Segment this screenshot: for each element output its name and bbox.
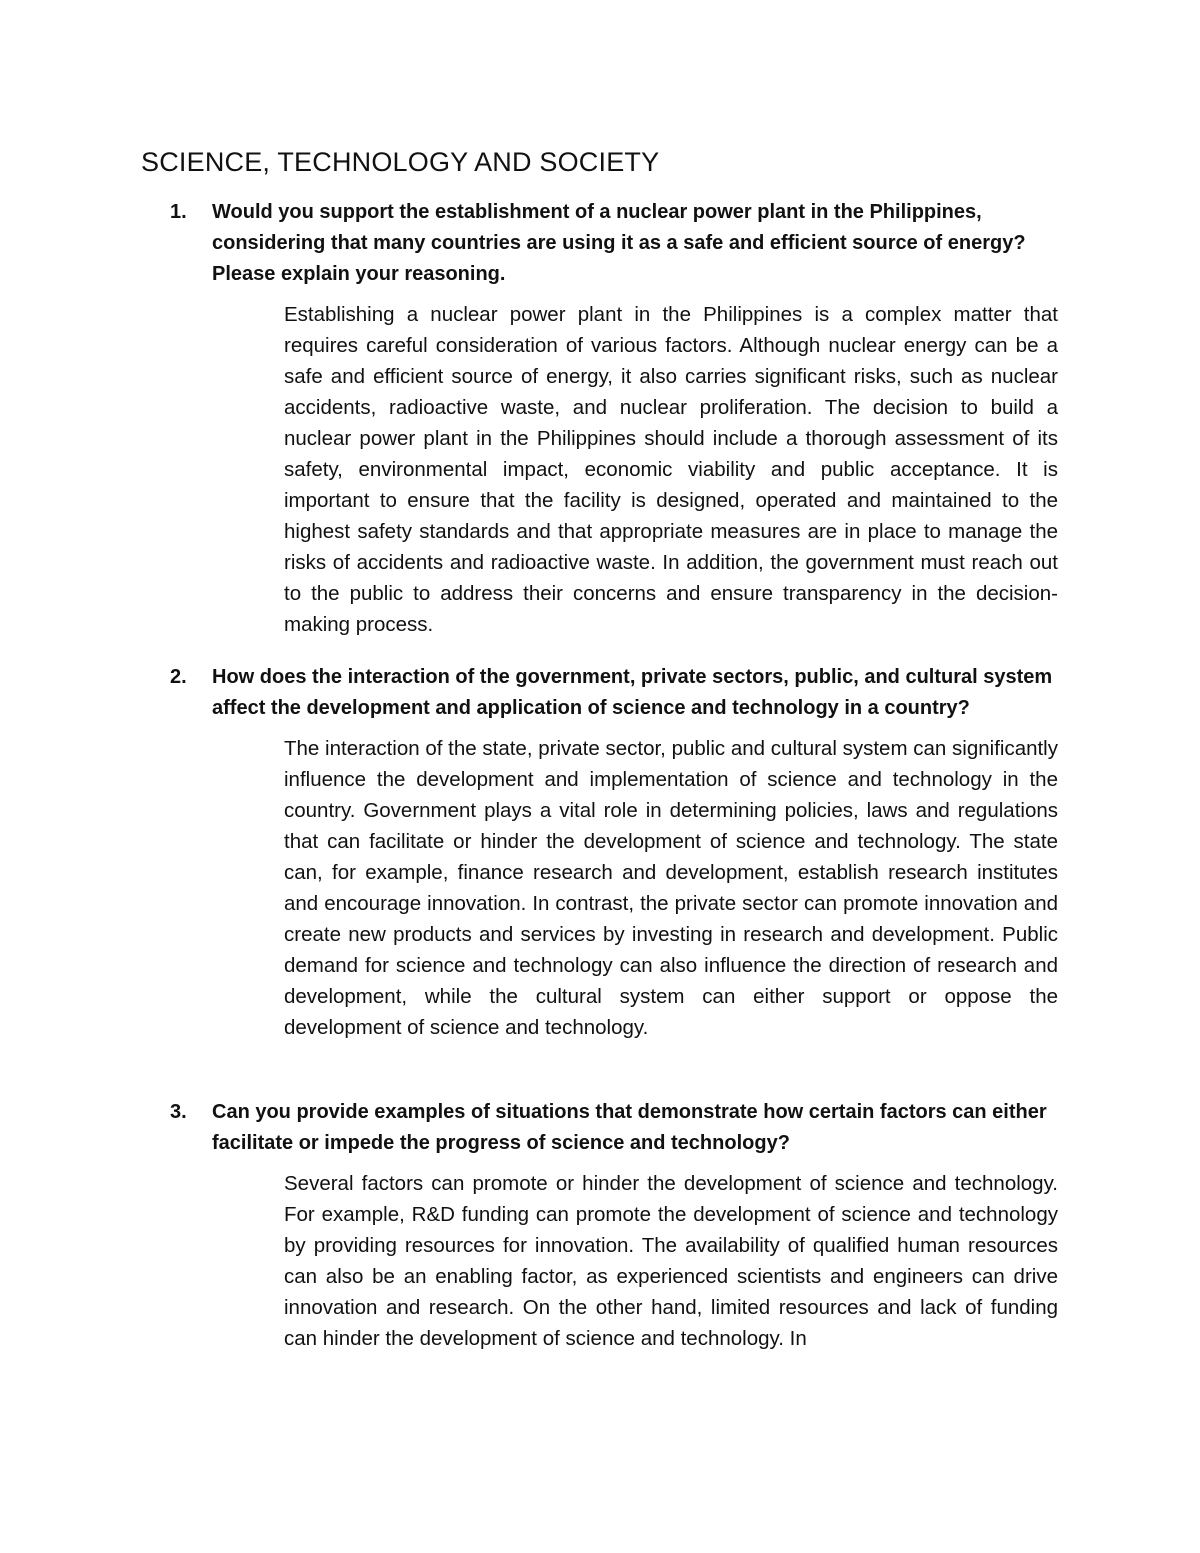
- question-number: 3.: [170, 1101, 187, 1123]
- answer-paragraph: Establishing a nuclear power plant in the Philippines is a complex matter that requires careful consideration of various factors. Although nuclear energy can be a safe and efficient source of energy, it also carries significant risks, such as nuclear accidents, radioactive waste, and nuclear proliferation. The decision to build a nuclear power plant in the Philippines should include a thorough assessment of its safety, environmental impact, economic viability and public acceptance. It is important to ensure that the facility is designed, operated and maintained to the highest safety standards and that appropriate measures are in place to manage the risks of accidents and radioactive waste. In addition, the government must reach out to the public to address their concerns and ensure transparency in the decision-making process.: [284, 303, 1058, 636]
- answer-paragraph: The interaction of the state, private sector, public and cultural system can significantly influence the development and implementation of science and technology in the country. Government plays a vital role in determining policies, laws and regulations that can facilitate or hinder the development of science and technology. The state can, for example, finance research and development, establish research institutes and encourage innovation. In contrast, the private sector can promote innovation and create new products and services by investing in research and development. Public demand for science and technology can also influence the direction of research and development, while the cultural system can either support or oppose the development of science and technology.: [284, 737, 1058, 1039]
- question-item: [170, 1097, 1060, 1354]
- question-text: Can you provide examples of situations that demonstrate how certain factors can either facilitate or impede the progress of science and technology?: [212, 1101, 1047, 1154]
- document-title: SCIENCE, TECHNOLOGY AND SOCIETY: [141, 147, 660, 177]
- question-text: How does the interaction of the government, private sectors, public, and cultural system affect the development and application of science and technology in a country?: [212, 666, 1053, 719]
- answer-paragraph: Several factors can promote or hinder the development of science and technology. For example, R&D funding can promote the development of science and technology by providing resources for innovation. The availability of qualified human resources can also be an enabling factor, as experienced scientists and engineers can drive innovation and research. On the other hand, limited resources and lack of funding can hinder the development of science and technology. In: [284, 1172, 1058, 1350]
- question-item: [170, 662, 1060, 1043]
- question-item: [170, 197, 1060, 640]
- question-number: 1.: [170, 201, 187, 223]
- question-number: 2.: [170, 666, 187, 688]
- question-text: Would you support the establishment of a nuclear power plant in the Philippines, considering that many countries are using it as a safe and efficient source of energy? Please explain your reasoning.: [212, 201, 1026, 285]
